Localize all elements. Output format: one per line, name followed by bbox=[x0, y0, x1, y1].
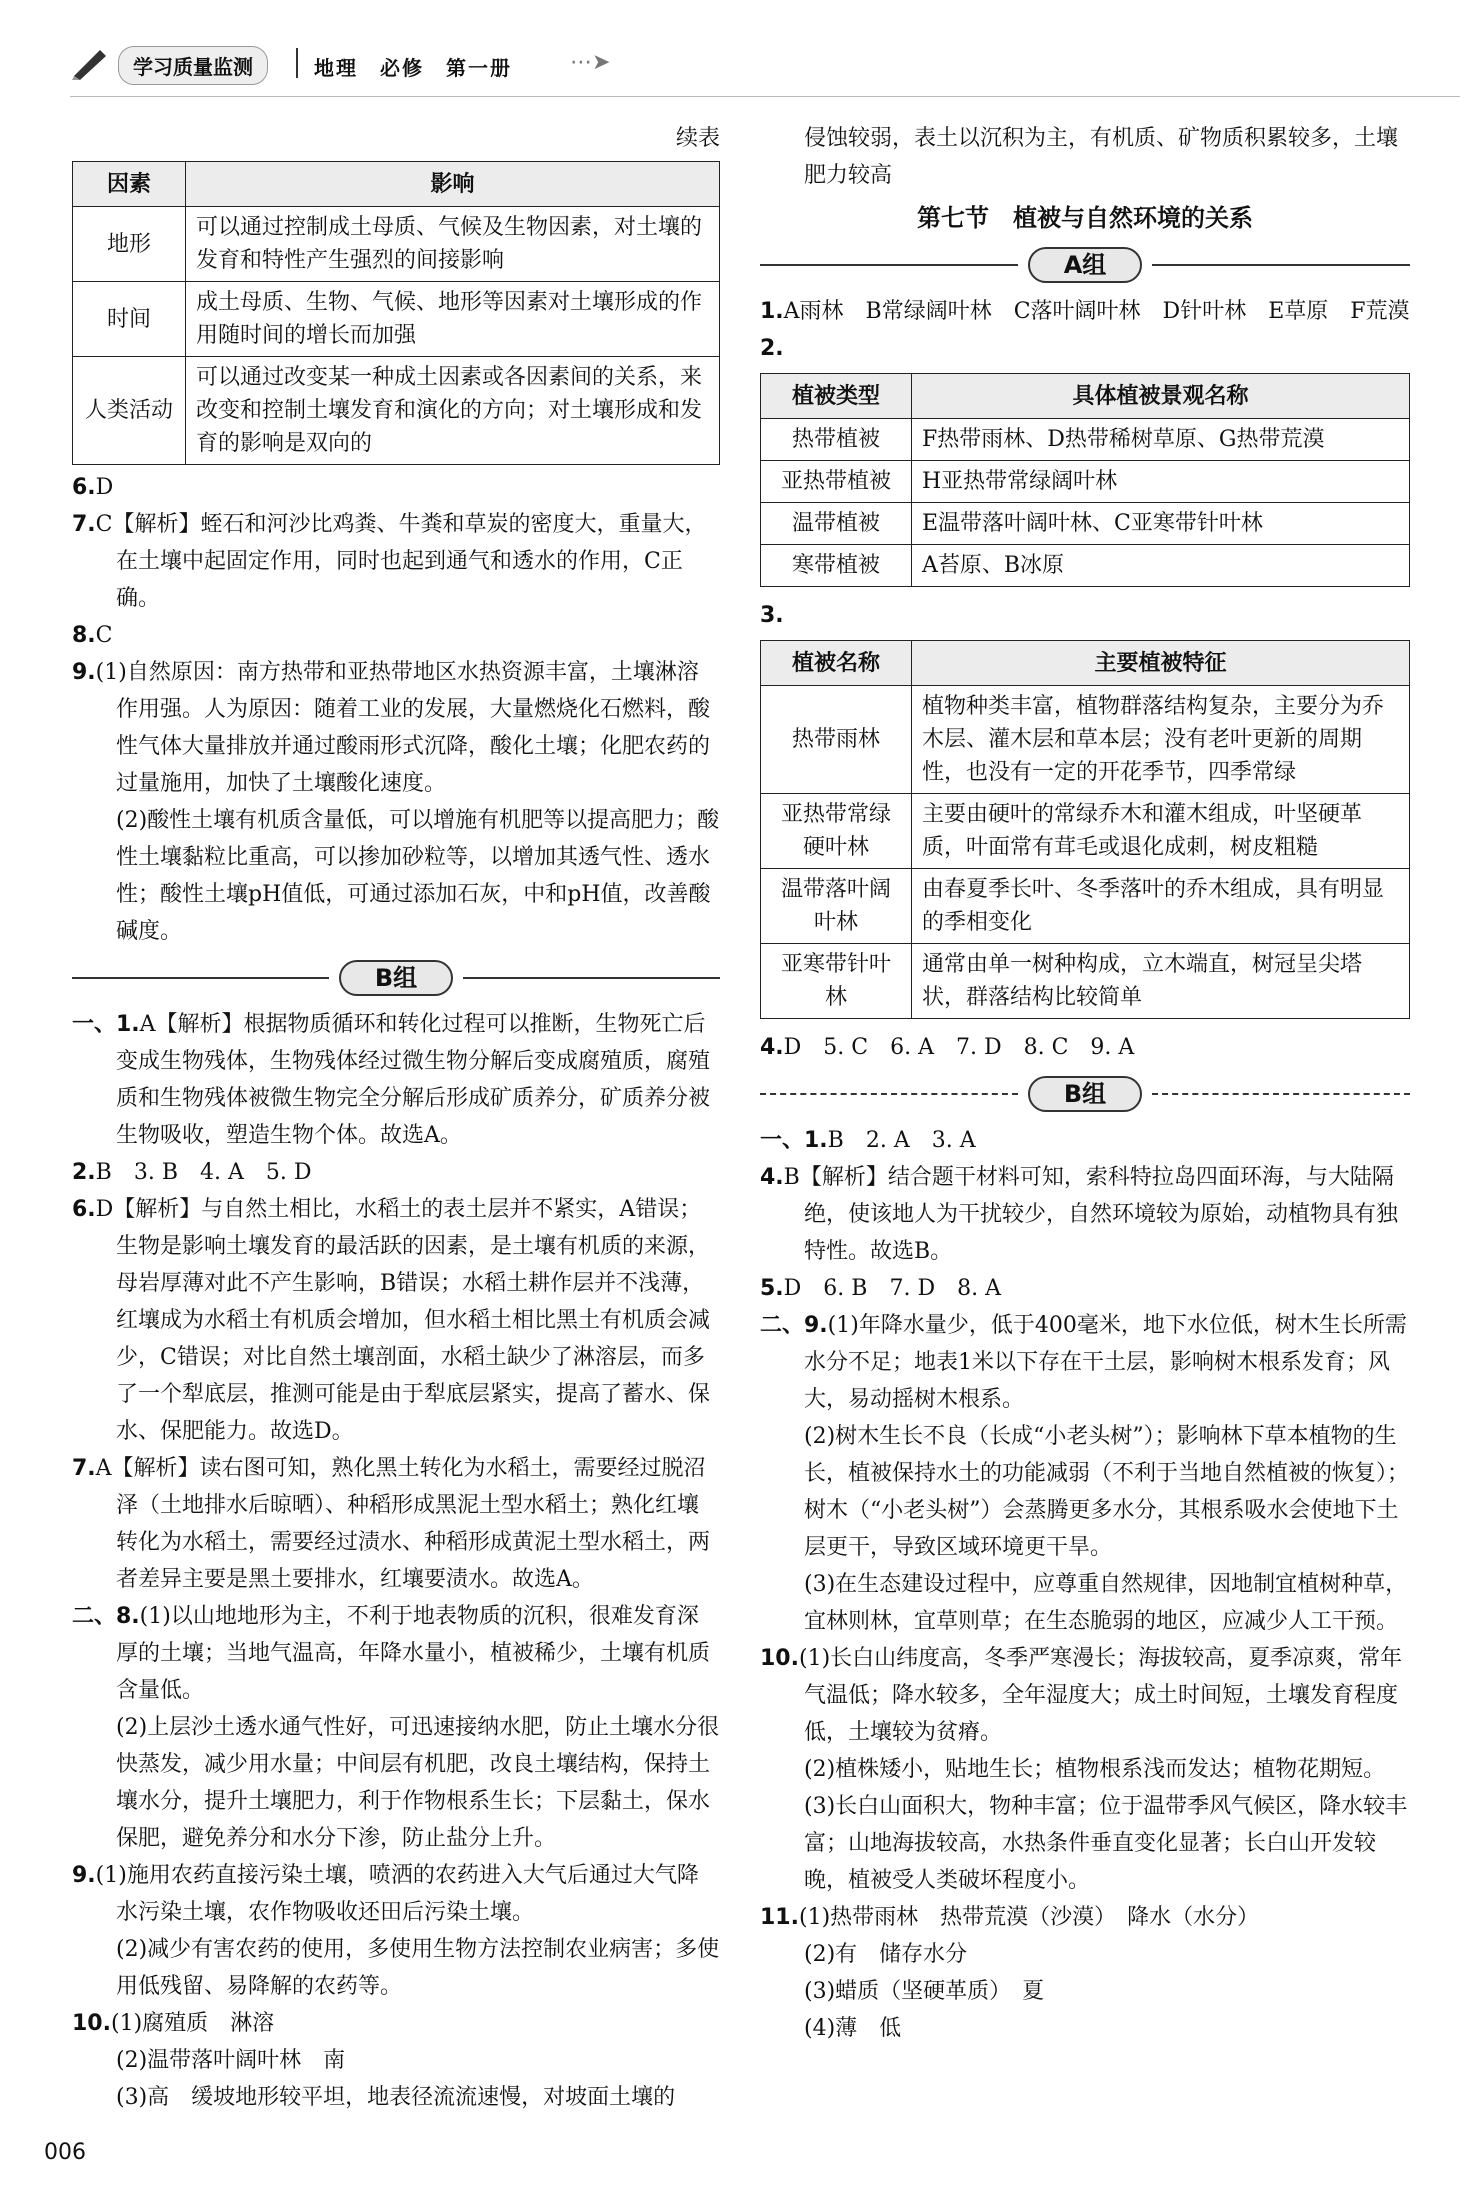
group-b-answers bbox=[760, 1122, 1410, 2047]
answer-item: (3)高 缓坡地形较平坦，地表径流流速慢，对坡面土壤的 bbox=[116, 2085, 676, 2110]
table-header-cell: 主要植被特征 bbox=[912, 641, 1410, 686]
group-b-label: B组 bbox=[1028, 1076, 1142, 1112]
table-cell: 热带植被 bbox=[761, 419, 912, 461]
table-cell: 人类活动 bbox=[73, 357, 186, 465]
table-cell: 植物种类丰富，植物群落结构复杂，主要分为乔木层、灌木层和草本层；没有老叶更新的周期性，也没有一定的开花季节，四季常绿 bbox=[912, 686, 1410, 794]
table-row bbox=[761, 461, 1410, 503]
table-cell: 寒带植被 bbox=[761, 545, 912, 587]
left-column bbox=[72, 120, 720, 2116]
table-row bbox=[73, 357, 720, 465]
table-row bbox=[73, 207, 720, 282]
answer-item: (2)上层沙土透水通气性好，可迅速接纳水肥，防止土壤水分很快蒸发，减少用水量；中间层有机肥，改良土壤结构，保持土壤水分，提升土壤肥力，利于作物根系生长；下层黏土，保水保肥，避免养分和水分下渗，防止盐分上升。 bbox=[116, 1715, 720, 1851]
vegetation-type-table bbox=[760, 373, 1410, 587]
answer-item: (3)蜡质（坚硬革质） 夏 bbox=[804, 1979, 1045, 2004]
carried-over-text: 侵蚀较弱，表土以沉积为主，有机质、矿物质积累较多，土壤肥力较高 bbox=[804, 126, 1399, 188]
table-cell: 可以通过控制成土母质、气候及生物因素，对土壤的发育和特性产生强烈的间接影响 bbox=[186, 207, 720, 282]
table-cell: 温带植被 bbox=[761, 503, 912, 545]
book-series-title: 学习质量监测 bbox=[118, 46, 268, 85]
answer-item: 一、1.A【解析】根据物质循环和转化过程可以推断，生物死亡后变成生物残体，生物残体经过微生物分解后变成腐殖质，腐殖质和生物残体被微生物完全分解后形成矿质养分，矿质养分被生物吸收，塑造生物个体。故选A。 bbox=[72, 1012, 711, 1148]
table-header-cell: 具体植被景观名称 bbox=[912, 374, 1410, 419]
table-row bbox=[761, 686, 1410, 794]
table-header-cell: 植被类型 bbox=[761, 374, 912, 419]
table-row bbox=[761, 419, 1410, 461]
decorative-arrow-icon: ⋯➤ bbox=[570, 50, 611, 75]
group-a-answers bbox=[72, 469, 720, 950]
table-row bbox=[761, 794, 1410, 869]
answer-item: 3. bbox=[760, 603, 784, 628]
table-cell: 亚寒带针叶林 bbox=[761, 944, 912, 1019]
answer-item: 二、8.(1)以山地地形为主，不利于地表物质的沉积，很难发育深厚的土壤；当地气温高，年降水量小，植被稀少，土壤有机质含量低。 bbox=[72, 1604, 711, 1703]
book-subject: 地理 必修 第一册 bbox=[314, 56, 512, 80]
table-cell: 亚热带植被 bbox=[761, 461, 912, 503]
answer-item: 4.D 5. C 6. A 7. D 8. C 9. A bbox=[760, 1035, 1135, 1060]
answer-item: 1.A雨林 B常绿阔叶林 C落叶阔叶林 D针叶林 E草原 F荒漠 bbox=[760, 299, 1410, 324]
table-cell: 主要由硬叶的常绿乔木和灌木组成，叶坚硬革质，叶面常有茸毛或退化成刺，树皮粗糙 bbox=[912, 794, 1410, 869]
answer-item: (2)有 储存水分 bbox=[804, 1942, 968, 1967]
answer-item: (2)酸性土壤有机质含量低，可以增施有机肥等以提高肥力；酸性土壤黏粒比重高，可以掺加砂粒等，以增加其透气性、透水性；酸性土壤pH值低，可通过添加石灰，中和pH值，改善酸碱度。 bbox=[116, 808, 720, 944]
section-title: 第七节 植被与自然环境的关系 bbox=[917, 204, 1253, 232]
table-header-row bbox=[761, 374, 1410, 419]
answer-item: 2.B 3. B 4. A 5. D bbox=[72, 1160, 312, 1185]
answer-item: (3)在生态建设过程中，应尊重自然规律，因地制宜植树种草，宜林则林，宜草则草；在生态脆弱的地区，应减少人工干预。 bbox=[804, 1572, 1408, 1634]
answer-item: (3)长白山面积大，物种丰富；位于温带季风气候区，降水较丰富；山地海拔较高，水热条件垂直变化显著；长白山开发较晚，植被受人类破坏程度小。 bbox=[804, 1794, 1408, 1893]
table-header-row bbox=[761, 641, 1410, 686]
answer-item: 5.D 6. B 7. D 8. A bbox=[760, 1276, 1001, 1301]
group-b-divider bbox=[72, 960, 720, 996]
answer-item: 二、9.(1)年降水量少，低于400毫米，地下水位低，树木生长所需水分不足；地表1米以下存在干土层，影响树木根系发育；风大，易动摇树木根系。 bbox=[760, 1313, 1407, 1412]
group-b-label: B组 bbox=[339, 960, 453, 996]
answer-item: 8.C bbox=[72, 623, 113, 648]
table-cell: 温带落叶阔叶林 bbox=[761, 869, 912, 944]
table-header-cell: 影响 bbox=[186, 162, 720, 207]
answer-item: 2. bbox=[760, 336, 784, 361]
table-cell: 时间 bbox=[73, 282, 186, 357]
answer-item: 9.(1)自然原因：南方热带和亚热带地区水热资源丰富，土壤淋溶作用强。人为原因：随着工业的发展，大量燃烧化石燃料，酸性气体大量排放并通过酸雨形式沉降，酸化土壤；化肥农药的过量施用，加快了土壤酸化速度。 bbox=[72, 660, 711, 796]
answer-item: 7.A【解析】读右图可知，熟化黑土转化为水稻土，需要经过脱沼泽（土地排水后晾晒）、种稻形成黑泥土型水稻土；熟化红壤转化为水稻土，需要经过渍水、种稻形成黄泥土型水稻土，两者差异主要是黑土要排水，红壤要渍水。故选A。 bbox=[72, 1456, 711, 1592]
vegetation-feature-table bbox=[760, 640, 1410, 1019]
header-rule bbox=[70, 96, 1460, 97]
header-divider bbox=[296, 48, 298, 78]
table-row bbox=[761, 503, 1410, 545]
answer-item: (2)减少有害农药的使用，多使用生物方法控制农业病害；多使用低残留、易降解的农药等。 bbox=[116, 1937, 720, 1999]
answer-item: 4.B【解析】结合题干材料可知，索科特拉岛四面环海，与大陆隔绝，使该地人为干扰较少，自然环境较为原始，动植物具有独特性。故选B。 bbox=[760, 1165, 1399, 1264]
group-a-label: A组 bbox=[1028, 247, 1143, 283]
table-cell: 可以通过改变某一种成土因素或各因素间的关系，来改变和控制土壤发育和演化的方向；对土壤形成和发育的影响是双向的 bbox=[186, 357, 720, 465]
answer-item: 11.(1)热带雨林 热带荒漠（沙漠） 降水（水分） bbox=[760, 1905, 1260, 1930]
table-cell: H亚热带常绿阔叶林 bbox=[912, 461, 1410, 503]
table-cell: 由春夏季长叶、冬季落叶的乔木组成，具有明显的季相变化 bbox=[912, 869, 1410, 944]
table-cell: 亚热带常绿硬叶林 bbox=[761, 794, 912, 869]
table-row bbox=[73, 282, 720, 357]
soil-factor-table bbox=[72, 161, 720, 465]
answer-item: 10.(1)腐殖质 淋溶 bbox=[72, 2011, 275, 2036]
answer-item: (2)植株矮小，贴地生长；植物根系浅而发达；植物花期短。 bbox=[804, 1757, 1386, 1782]
table-cell: 成土母质、生物、气候、地形等因素对土壤形成的作用随时间的增长而加强 bbox=[186, 282, 720, 357]
page-header bbox=[70, 38, 670, 88]
table-cell: 通常由单一树种构成，立木端直，树冠呈尖塔状，群落结构比较简单 bbox=[912, 944, 1410, 1019]
table-header-cell: 因素 bbox=[73, 162, 186, 207]
answer-item: 10.(1)长白山纬度高，冬季严寒漫长；海拔较高，夏季凉爽，常年气温低；降水较多，全年湿度大；成土时间短，土壤发育程度低，土壤较为贫瘠。 bbox=[760, 1646, 1403, 1745]
table-cell: 地形 bbox=[73, 207, 186, 282]
table-cell: 热带雨林 bbox=[761, 686, 912, 794]
table-row bbox=[761, 944, 1410, 1019]
page-number: 006 bbox=[44, 2140, 86, 2165]
answer-item: 7.C【解析】蛭石和河沙比鸡粪、牛粪和草炭的密度大，重量大，在土壤中起固定作用，同时也起到通气和透水的作用，C正确。 bbox=[72, 512, 707, 611]
table-cell: A苔原、B冰原 bbox=[912, 545, 1410, 587]
group-b-divider bbox=[760, 1076, 1410, 1112]
answer-item: 一、1.B 2. A 3. A bbox=[760, 1128, 976, 1153]
group-b-answers bbox=[72, 1006, 720, 2116]
table-cell: E温带落叶阔叶林、C亚寒带针叶林 bbox=[912, 503, 1410, 545]
group-a-divider bbox=[760, 247, 1410, 283]
answer-item: 6.D【解析】与自然土相比，水稻土的表土层并不紧实，A错误；生物是影响土壤发育的最活跃的因素，是土壤有机质的来源，母岩厚薄对此不产生影响，B错误；水稻土耕作层并不浅薄，红壤成为水稻土有机质会增加，但水稻土相比黑土有机质会减少，C错误；对比自然土壤剖面，水稻土缺少了淋溶层，而多了一个犁底层，推测可能是由于犁底层紧实，提高了蓄水、保水、保肥能力。故选D。 bbox=[72, 1197, 711, 1444]
table-header-row bbox=[73, 162, 720, 207]
answer-item: 6.D bbox=[72, 475, 114, 500]
answer-item: 9.(1)施用农药直接污染土壤，喷洒的农药进入大气后通过大气降水污染土壤，农作物吸收还田后污染土壤。 bbox=[72, 1863, 699, 1925]
answer-item: (2)温带落叶阔叶林 南 bbox=[116, 2048, 346, 2073]
right-column bbox=[760, 120, 1410, 2047]
pencil-icon bbox=[70, 44, 110, 80]
table-cell: F热带雨林、D热带稀树草原、G热带荒漠 bbox=[912, 419, 1410, 461]
table-row bbox=[761, 869, 1410, 944]
continued-table-label: 续表 bbox=[675, 126, 720, 151]
answer-item: (2)树木生长不良（长成“小老头树”）；影响林下草本植物的生长，植被保持水土的功能减弱（不利于当地自然植被的恢复）；树木（“小老头树”）会蒸腾更多水分，其根系吸水会使地下土层更干，导致区域环境更干旱。 bbox=[804, 1424, 1410, 1560]
table-header-cell: 植被名称 bbox=[761, 641, 912, 686]
answer-item: (4)薄 低 bbox=[804, 2016, 902, 2041]
table-row bbox=[761, 545, 1410, 587]
